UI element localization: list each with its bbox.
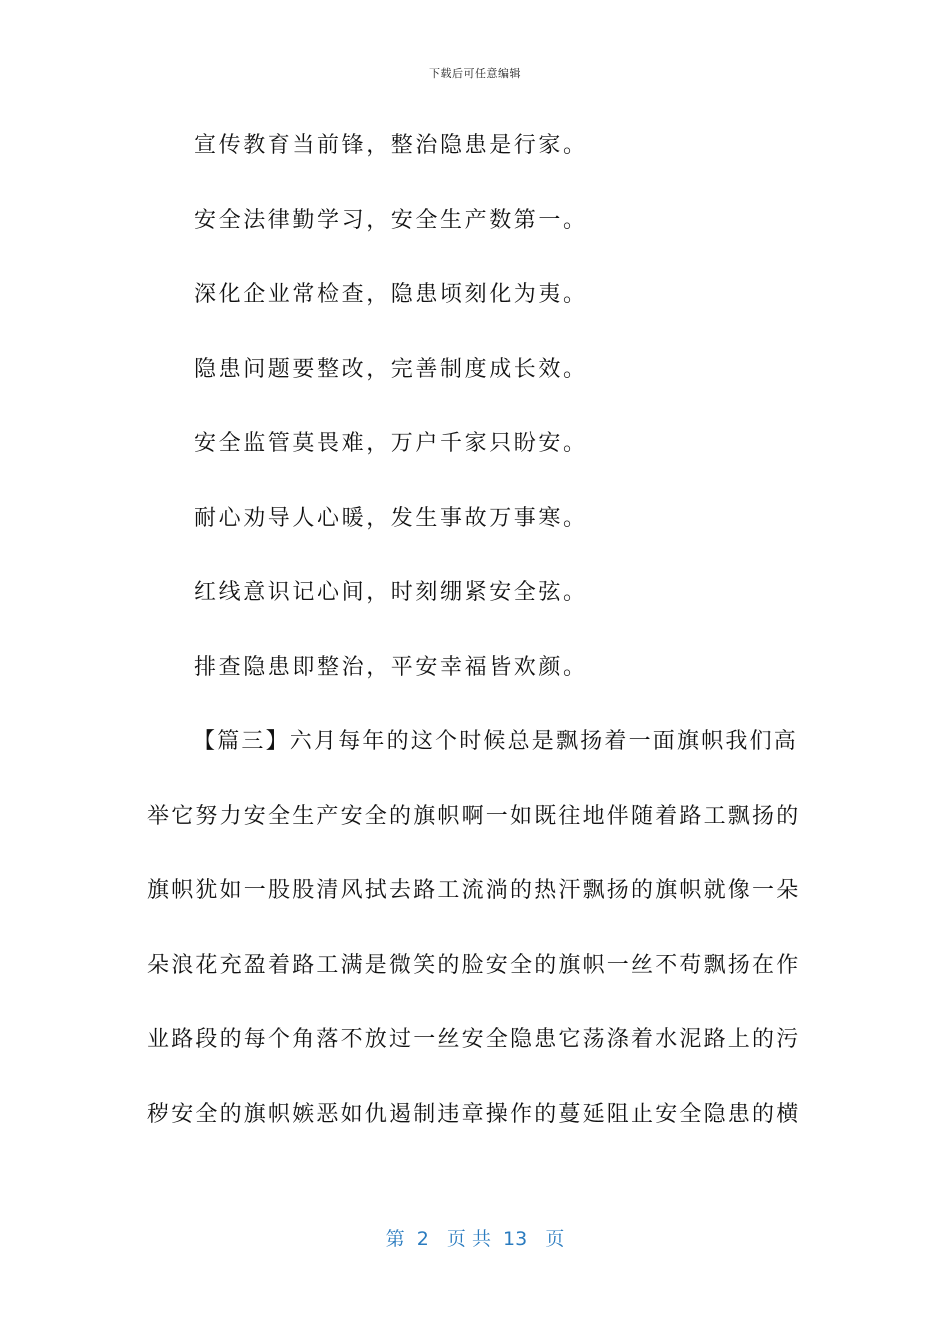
article-line: 业路段的每个角落不放过一丝安全隐患它荡涤着水泥路上的污	[147, 1027, 801, 1052]
verse-line: 耐心劝导人心暖，发生事故万事寒。	[194, 505, 588, 531]
verse-line: 安全法律勤学习，安全生产数第一。	[194, 207, 588, 233]
article-line: 朵浪花充盈着路工满是微笑的脸安全的旗帜一丝不苟飘扬在作	[147, 952, 801, 978]
verse-list	[194, 126, 588, 722]
verse-line: 深化企业常检查，隐患顷刻化为夷。	[194, 282, 588, 307]
page-header-note: 下载后可任意编辑	[429, 67, 521, 80]
verse-line: 红线意识记心间，时刻绷紧安全弦。	[194, 580, 588, 605]
verse-line: 隐患问题要整改，完善制度成长效。	[194, 356, 588, 382]
article-line: 秽安全的旗帜嫉恶如仇遏制违章操作的蔓延阻止安全隐患的横	[147, 1101, 801, 1127]
verse-line: 宣传教育当前锋，整治隐患是行家。	[194, 133, 588, 158]
article-line: 举它努力安全生产安全的旗帜啊一如既往地伴随着路工飘扬的	[147, 803, 801, 829]
article-line: 【篇三】六月每年的这个时候总是飘扬着一面旗帜我们高	[193, 729, 799, 754]
verse-line: 安全监管莫畏难，万户千家只盼安。	[194, 431, 588, 456]
article-body	[147, 722, 847, 1169]
article-line: 旗帜犹如一股股清风拭去路工流淌的热汗飘扬的旗帜就像一朵	[147, 878, 801, 903]
page-number-footer: 第 2 页 共 13 页	[385, 1228, 565, 1250]
verse-line: 排查隐患即整治，平安幸福皆欢颜。	[194, 654, 588, 680]
